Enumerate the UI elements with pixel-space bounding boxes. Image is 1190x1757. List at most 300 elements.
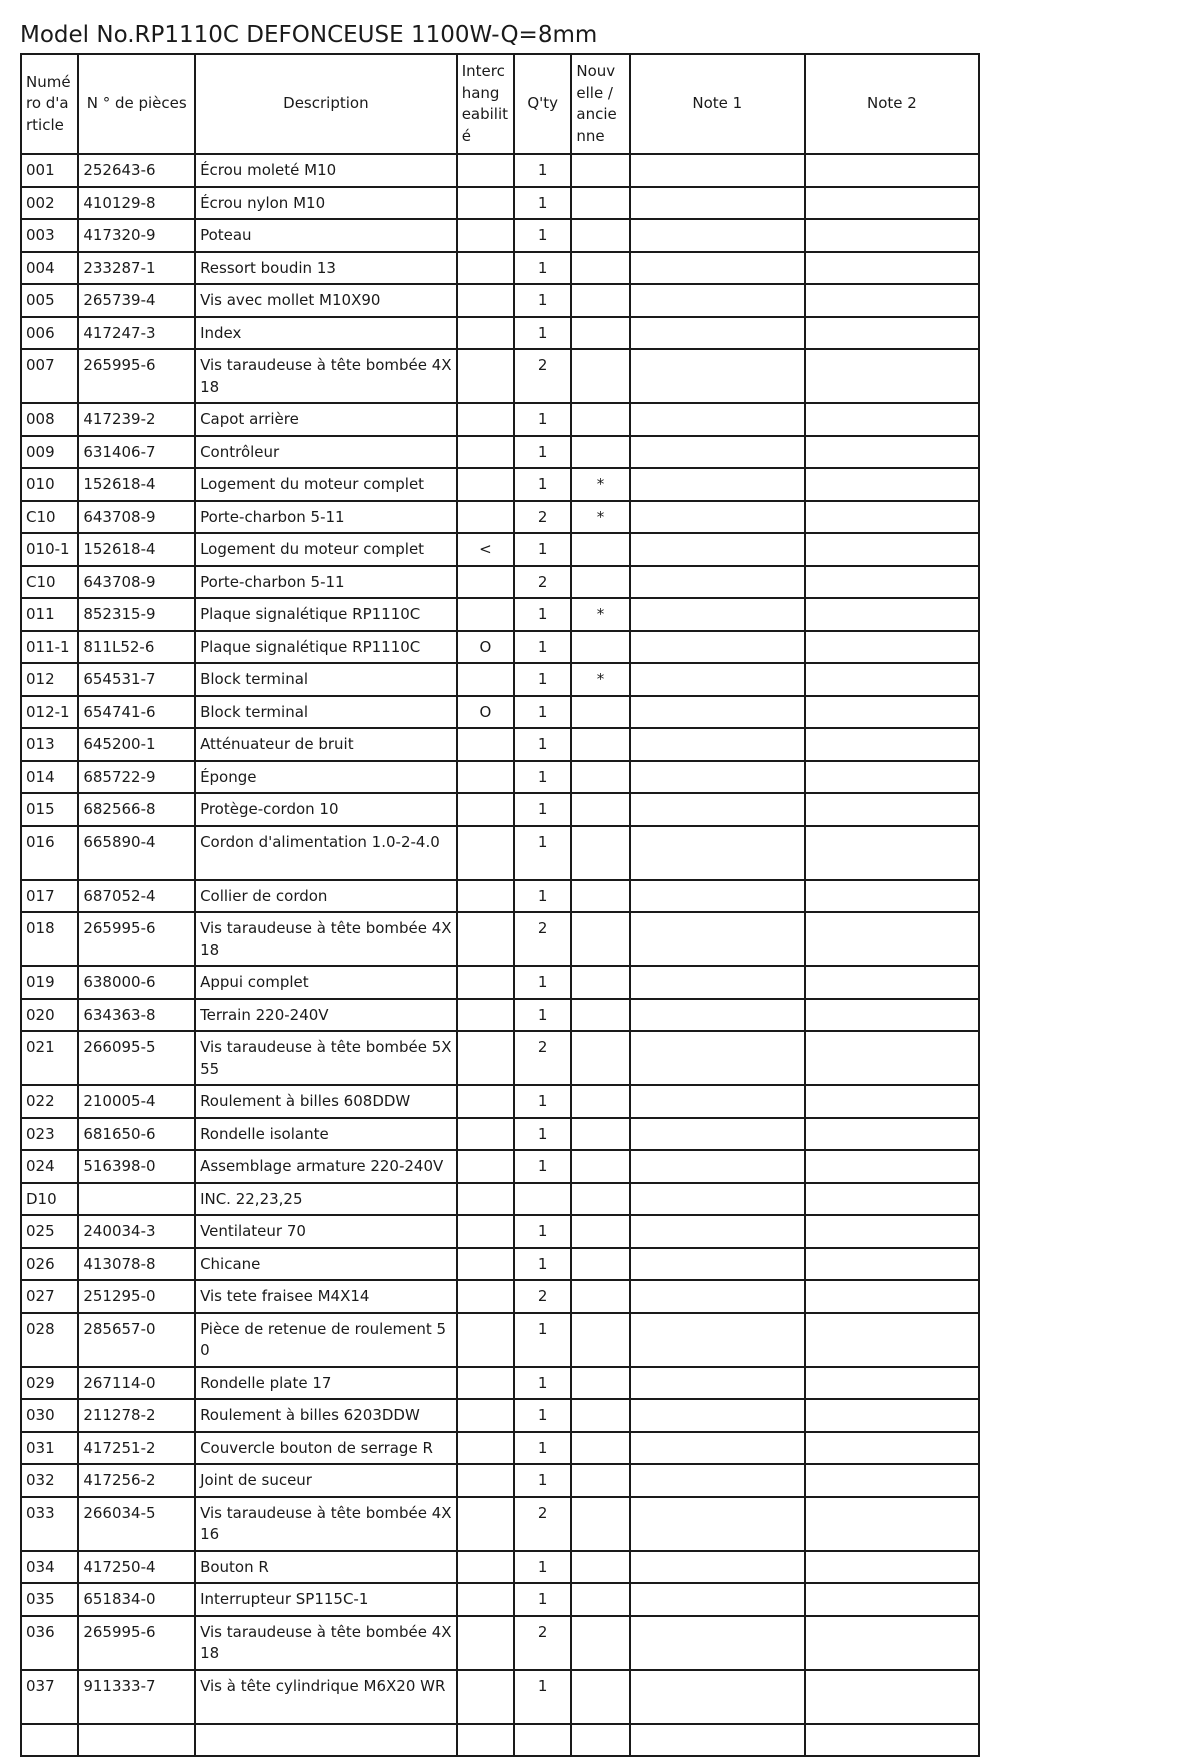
- cell-description: Vis taraudeuse à tête bombée 4X 18: [195, 1616, 457, 1670]
- cell-note-1: [630, 501, 805, 534]
- header-description: Description: [195, 54, 457, 154]
- page-title: Model No.RP1110C DEFONCEUSE 1100W-Q=8mm: [20, 22, 598, 48]
- cell-part-number: 417256-2: [78, 1464, 195, 1497]
- cell-quantity: 1: [514, 154, 571, 187]
- cell-part-number: 681650-6: [78, 1118, 195, 1151]
- cell-note-1: [630, 1551, 805, 1584]
- cell-quantity: 1: [514, 284, 571, 317]
- cell-quantity: 1: [514, 1150, 571, 1183]
- header-new-old: Nouv elle / ancie nne: [571, 54, 629, 154]
- cell-quantity: 1: [514, 533, 571, 566]
- cell-description: Vis à tête cylindrique M6X20 WR: [195, 1670, 457, 1724]
- cell-quantity: [514, 1724, 571, 1756]
- cell-part-number: 811L52-6: [78, 631, 195, 664]
- cell-interchangeability: [457, 761, 514, 794]
- cell-interchangeability: [457, 1313, 514, 1367]
- cell-part-number: 265995-6: [78, 1616, 195, 1670]
- cell-interchangeability: [457, 436, 514, 469]
- cell-description: Ressort boudin 13: [195, 252, 457, 285]
- cell-description: Assemblage armature 220-240V: [195, 1150, 457, 1183]
- cell-note-1: [630, 468, 805, 501]
- cell-new-old: [571, 880, 629, 913]
- cell-quantity: 1: [514, 317, 571, 350]
- cell-note-2: [805, 728, 979, 761]
- cell-article-number: C10: [21, 501, 78, 534]
- cell-new-old: [571, 566, 629, 599]
- table-row: [21, 663, 979, 696]
- cell-description: Roulement à billes 6203DDW: [195, 1399, 457, 1432]
- cell-note-1: [630, 1670, 805, 1724]
- table-row: [21, 826, 979, 880]
- cell-quantity: 1: [514, 1670, 571, 1724]
- cell-new-old: [571, 1551, 629, 1584]
- cell-interchangeability: [457, 1464, 514, 1497]
- cell-quantity: 1: [514, 696, 571, 729]
- cell-note-2: [805, 1616, 979, 1670]
- cell-quantity: 1: [514, 1551, 571, 1584]
- cell-article-number: 024: [21, 1150, 78, 1183]
- table-row: [21, 880, 979, 913]
- cell-description: [195, 1724, 457, 1756]
- cell-new-old: [571, 1313, 629, 1367]
- cell-new-old: *: [571, 598, 629, 631]
- table-row: [21, 219, 979, 252]
- header-part-number: N ° de pièces: [78, 54, 195, 154]
- cell-interchangeability: [457, 912, 514, 966]
- table-row: [21, 436, 979, 469]
- cell-new-old: [571, 1183, 629, 1216]
- cell-quantity: 1: [514, 999, 571, 1032]
- cell-interchangeability: [457, 1670, 514, 1724]
- cell-note-2: [805, 793, 979, 826]
- cell-article-number: 031: [21, 1432, 78, 1465]
- table-row: [21, 403, 979, 436]
- cell-quantity: 1: [514, 219, 571, 252]
- cell-interchangeability: [457, 501, 514, 534]
- cell-note-1: [630, 761, 805, 794]
- table-row: [21, 793, 979, 826]
- cell-quantity: 2: [514, 501, 571, 534]
- cell-part-number: 638000-6: [78, 966, 195, 999]
- cell-new-old: [571, 631, 629, 664]
- header-note-2: Note 2: [805, 54, 979, 154]
- cell-article-number: 011-1: [21, 631, 78, 664]
- cell-quantity: 2: [514, 349, 571, 403]
- cell-new-old: [571, 1031, 629, 1085]
- cell-note-1: [630, 880, 805, 913]
- table-row: [21, 598, 979, 631]
- cell-part-number: 417247-3: [78, 317, 195, 350]
- cell-note-2: [805, 1215, 979, 1248]
- table-row: [21, 1497, 979, 1551]
- cell-description: Plaque signalétique RP1110C: [195, 631, 457, 664]
- cell-description: Appui complet: [195, 966, 457, 999]
- cell-new-old: [571, 187, 629, 220]
- cell-description: Ventilateur 70: [195, 1215, 457, 1248]
- cell-quantity: 1: [514, 1313, 571, 1367]
- cell-interchangeability: [457, 1118, 514, 1151]
- cell-note-1: [630, 1367, 805, 1400]
- cell-part-number: 413078-8: [78, 1248, 195, 1281]
- cell-article-number: 002: [21, 187, 78, 220]
- cell-quantity: 1: [514, 1215, 571, 1248]
- cell-note-1: [630, 696, 805, 729]
- cell-interchangeability: O: [457, 631, 514, 664]
- cell-note-2: [805, 1497, 979, 1551]
- cell-note-2: [805, 219, 979, 252]
- cell-quantity: 1: [514, 1367, 571, 1400]
- cell-new-old: [571, 728, 629, 761]
- cell-quantity: 1: [514, 1583, 571, 1616]
- cell-quantity: 2: [514, 1497, 571, 1551]
- cell-new-old: *: [571, 501, 629, 534]
- cell-description: Vis taraudeuse à tête bombée 5X 55: [195, 1031, 457, 1085]
- cell-description: Capot arrière: [195, 403, 457, 436]
- cell-article-number: 028: [21, 1313, 78, 1367]
- cell-interchangeability: [457, 317, 514, 350]
- cell-description: Écrou nylon M10: [195, 187, 457, 220]
- cell-note-1: [630, 436, 805, 469]
- cell-note-1: [630, 1313, 805, 1367]
- cell-note-1: [630, 1497, 805, 1551]
- cell-interchangeability: [457, 219, 514, 252]
- cell-quantity: 1: [514, 1399, 571, 1432]
- cell-new-old: [571, 1215, 629, 1248]
- cell-description: Bouton R: [195, 1551, 457, 1584]
- table-row: [21, 728, 979, 761]
- cell-new-old: [571, 966, 629, 999]
- cell-part-number: 643708-9: [78, 566, 195, 599]
- cell-note-2: [805, 566, 979, 599]
- cell-new-old: [571, 999, 629, 1032]
- table-row: [21, 696, 979, 729]
- cell-part-number: 251295-0: [78, 1280, 195, 1313]
- cell-note-1: [630, 1399, 805, 1432]
- cell-new-old: [571, 1464, 629, 1497]
- cell-article-number: 023: [21, 1118, 78, 1151]
- cell-article-number: 035: [21, 1583, 78, 1616]
- cell-quantity: 2: [514, 566, 571, 599]
- cell-note-1: [630, 403, 805, 436]
- cell-note-2: [805, 1464, 979, 1497]
- cell-interchangeability: [457, 880, 514, 913]
- header-quantity: Q'ty: [514, 54, 571, 154]
- cell-quantity: 1: [514, 436, 571, 469]
- cell-part-number: 911333-7: [78, 1670, 195, 1724]
- cell-quantity: 2: [514, 1616, 571, 1670]
- cell-quantity: 1: [514, 468, 571, 501]
- table-row: [21, 187, 979, 220]
- cell-note-1: [630, 317, 805, 350]
- cell-note-2: [805, 1031, 979, 1085]
- cell-note-2: [805, 966, 979, 999]
- table-row: [21, 1313, 979, 1367]
- table-row: [21, 761, 979, 794]
- cell-quantity: 1: [514, 187, 571, 220]
- cell-note-2: [805, 1367, 979, 1400]
- header-article-number: Numé ro d'a rticle: [21, 54, 78, 154]
- table-row: [21, 1280, 979, 1313]
- cell-interchangeability: [457, 1031, 514, 1085]
- cell-note-2: [805, 999, 979, 1032]
- cell-interchangeability: [457, 999, 514, 1032]
- cell-quantity: 1: [514, 880, 571, 913]
- cell-new-old: [571, 436, 629, 469]
- cell-interchangeability: [457, 1215, 514, 1248]
- table-header: [21, 54, 979, 154]
- cell-description: Éponge: [195, 761, 457, 794]
- cell-note-2: [805, 1432, 979, 1465]
- cell-description: Block terminal: [195, 663, 457, 696]
- cell-description: Atténuateur de bruit: [195, 728, 457, 761]
- cell-interchangeability: [457, 598, 514, 631]
- cell-article-number: 026: [21, 1248, 78, 1281]
- cell-part-number: 665890-4: [78, 826, 195, 880]
- cell-article-number: 004: [21, 252, 78, 285]
- table-row: [21, 1583, 979, 1616]
- cell-new-old: [571, 219, 629, 252]
- cell-part-number: 265995-6: [78, 349, 195, 403]
- cell-article-number: 012-1: [21, 696, 78, 729]
- table-row: [21, 349, 979, 403]
- cell-note-1: [630, 1118, 805, 1151]
- cell-note-2: [805, 468, 979, 501]
- cell-description: Vis tete fraisee M4X14: [195, 1280, 457, 1313]
- cell-new-old: [571, 403, 629, 436]
- cell-article-number: 006: [21, 317, 78, 350]
- cell-quantity: 2: [514, 1031, 571, 1085]
- cell-interchangeability: [457, 1551, 514, 1584]
- table-row: [21, 631, 979, 664]
- cell-interchangeability: [457, 1085, 514, 1118]
- cell-description: Chicane: [195, 1248, 457, 1281]
- parts-table-container: [20, 53, 980, 1695]
- cell-interchangeability: [457, 1724, 514, 1756]
- cell-note-1: [630, 826, 805, 880]
- cell-new-old: [571, 317, 629, 350]
- cell-interchangeability: [457, 1280, 514, 1313]
- cell-interchangeability: [457, 566, 514, 599]
- table-row: [21, 317, 979, 350]
- cell-article-number: 010: [21, 468, 78, 501]
- table-row: [21, 1616, 979, 1670]
- cell-note-1: [630, 1280, 805, 1313]
- cell-note-1: [630, 598, 805, 631]
- cell-note-2: [805, 1399, 979, 1432]
- cell-description: Vis taraudeuse à tête bombée 4X 18: [195, 912, 457, 966]
- cell-interchangeability: [457, 728, 514, 761]
- cell-new-old: [571, 1616, 629, 1670]
- cell-part-number: 516398-0: [78, 1150, 195, 1183]
- cell-article-number: 016: [21, 826, 78, 880]
- cell-article-number: 019: [21, 966, 78, 999]
- cell-note-1: [630, 349, 805, 403]
- table-row: [21, 284, 979, 317]
- cell-new-old: [571, 1399, 629, 1432]
- cell-article-number: 027: [21, 1280, 78, 1313]
- cell-new-old: [571, 696, 629, 729]
- cell-quantity: 1: [514, 1432, 571, 1465]
- cell-new-old: [571, 1583, 629, 1616]
- cell-new-old: [571, 1150, 629, 1183]
- cell-new-old: [571, 912, 629, 966]
- cell-article-number: 013: [21, 728, 78, 761]
- cell-quantity: 1: [514, 1248, 571, 1281]
- cell-note-1: [630, 1215, 805, 1248]
- cell-part-number: 266034-5: [78, 1497, 195, 1551]
- cell-part-number: 267114-0: [78, 1367, 195, 1400]
- cell-note-2: [805, 696, 979, 729]
- cell-interchangeability: [457, 1183, 514, 1216]
- table-row: [21, 1432, 979, 1465]
- cell-interchangeability: [457, 154, 514, 187]
- cell-quantity: [514, 1183, 571, 1216]
- cell-part-number: [78, 1724, 195, 1756]
- table-row: [21, 999, 979, 1032]
- cell-interchangeability: O: [457, 696, 514, 729]
- cell-interchangeability: <: [457, 533, 514, 566]
- cell-note-1: [630, 631, 805, 664]
- cell-interchangeability: [457, 1399, 514, 1432]
- cell-description: Vis taraudeuse à tête bombée 4X 16: [195, 1497, 457, 1551]
- table-row: [21, 1183, 979, 1216]
- table-row: [21, 533, 979, 566]
- cell-quantity: 1: [514, 598, 571, 631]
- cell-note-1: [630, 284, 805, 317]
- cell-new-old: *: [571, 663, 629, 696]
- cell-quantity: 1: [514, 966, 571, 999]
- cell-interchangeability: [457, 663, 514, 696]
- cell-quantity: 1: [514, 663, 571, 696]
- cell-note-2: [805, 252, 979, 285]
- cell-article-number: 033: [21, 1497, 78, 1551]
- table-row: [21, 1724, 979, 1756]
- cell-new-old: [571, 1367, 629, 1400]
- cell-new-old: [571, 154, 629, 187]
- cell-article-number: 037: [21, 1670, 78, 1724]
- cell-new-old: [571, 1432, 629, 1465]
- table-body: [21, 154, 979, 1756]
- cell-description: Contrôleur: [195, 436, 457, 469]
- cell-interchangeability: [457, 284, 514, 317]
- cell-new-old: [571, 1248, 629, 1281]
- table-row: [21, 1399, 979, 1432]
- cell-article-number: 001: [21, 154, 78, 187]
- cell-article-number: 021: [21, 1031, 78, 1085]
- cell-note-1: [630, 966, 805, 999]
- cell-article-number: 005: [21, 284, 78, 317]
- cell-interchangeability: [457, 1583, 514, 1616]
- cell-description: Roulement à billes 608DDW: [195, 1085, 457, 1118]
- cell-note-2: [805, 631, 979, 664]
- cell-quantity: 1: [514, 252, 571, 285]
- cell-description: Logement du moteur complet: [195, 533, 457, 566]
- cell-part-number: 252643-6: [78, 154, 195, 187]
- header-note-1: Note 1: [630, 54, 805, 154]
- cell-note-2: [805, 154, 979, 187]
- cell-note-2: [805, 1724, 979, 1756]
- cell-note-2: [805, 349, 979, 403]
- cell-new-old: [571, 252, 629, 285]
- cell-interchangeability: [457, 252, 514, 285]
- cell-note-1: [630, 252, 805, 285]
- cell-description: Protège-cordon 10: [195, 793, 457, 826]
- cell-new-old: [571, 1118, 629, 1151]
- cell-part-number: 631406-7: [78, 436, 195, 469]
- cell-part-number: 152618-4: [78, 468, 195, 501]
- cell-quantity: 2: [514, 1280, 571, 1313]
- cell-note-1: [630, 1150, 805, 1183]
- cell-article-number: 020: [21, 999, 78, 1032]
- cell-note-1: [630, 1248, 805, 1281]
- cell-note-2: [805, 317, 979, 350]
- cell-note-1: [630, 1464, 805, 1497]
- cell-note-1: [630, 187, 805, 220]
- cell-new-old: [571, 761, 629, 794]
- cell-interchangeability: [457, 403, 514, 436]
- cell-part-number: [78, 1183, 195, 1216]
- cell-part-number: 233287-1: [78, 252, 195, 285]
- cell-note-1: [630, 1183, 805, 1216]
- cell-article-number: 012: [21, 663, 78, 696]
- cell-part-number: 685722-9: [78, 761, 195, 794]
- cell-description: Terrain 220-240V: [195, 999, 457, 1032]
- cell-interchangeability: [457, 468, 514, 501]
- cell-description: Écrou moleté M10: [195, 154, 457, 187]
- cell-note-2: [805, 1248, 979, 1281]
- cell-description: Porte-charbon 5-11: [195, 501, 457, 534]
- cell-note-1: [630, 999, 805, 1032]
- cell-note-1: [630, 793, 805, 826]
- cell-part-number: 651834-0: [78, 1583, 195, 1616]
- cell-new-old: [571, 533, 629, 566]
- cell-new-old: [571, 1085, 629, 1118]
- cell-note-1: [630, 1724, 805, 1756]
- cell-note-1: [630, 219, 805, 252]
- cell-quantity: 1: [514, 1464, 571, 1497]
- cell-article-number: 003: [21, 219, 78, 252]
- cell-new-old: [571, 1280, 629, 1313]
- cell-note-2: [805, 761, 979, 794]
- cell-article-number: [21, 1724, 78, 1756]
- cell-note-2: [805, 880, 979, 913]
- cell-note-2: [805, 284, 979, 317]
- cell-quantity: 1: [514, 793, 571, 826]
- cell-note-2: [805, 533, 979, 566]
- cell-article-number: D10: [21, 1183, 78, 1216]
- cell-interchangeability: [457, 793, 514, 826]
- cell-note-1: [630, 1616, 805, 1670]
- cell-article-number: 010-1: [21, 533, 78, 566]
- table-row: [21, 501, 979, 534]
- cell-description: Block terminal: [195, 696, 457, 729]
- cell-interchangeability: [457, 1432, 514, 1465]
- cell-interchangeability: [457, 1248, 514, 1281]
- cell-article-number: 036: [21, 1616, 78, 1670]
- cell-part-number: 210005-4: [78, 1085, 195, 1118]
- cell-description: Couvercle bouton de serrage R: [195, 1432, 457, 1465]
- table-row: [21, 154, 979, 187]
- cell-note-1: [630, 1583, 805, 1616]
- cell-article-number: 014: [21, 761, 78, 794]
- cell-part-number: 265739-4: [78, 284, 195, 317]
- cell-description: INC. 22,23,25: [195, 1183, 457, 1216]
- table-row: [21, 1215, 979, 1248]
- cell-note-2: [805, 1085, 979, 1118]
- cell-note-2: [805, 1313, 979, 1367]
- cell-interchangeability: [457, 1150, 514, 1183]
- table-row: [21, 468, 979, 501]
